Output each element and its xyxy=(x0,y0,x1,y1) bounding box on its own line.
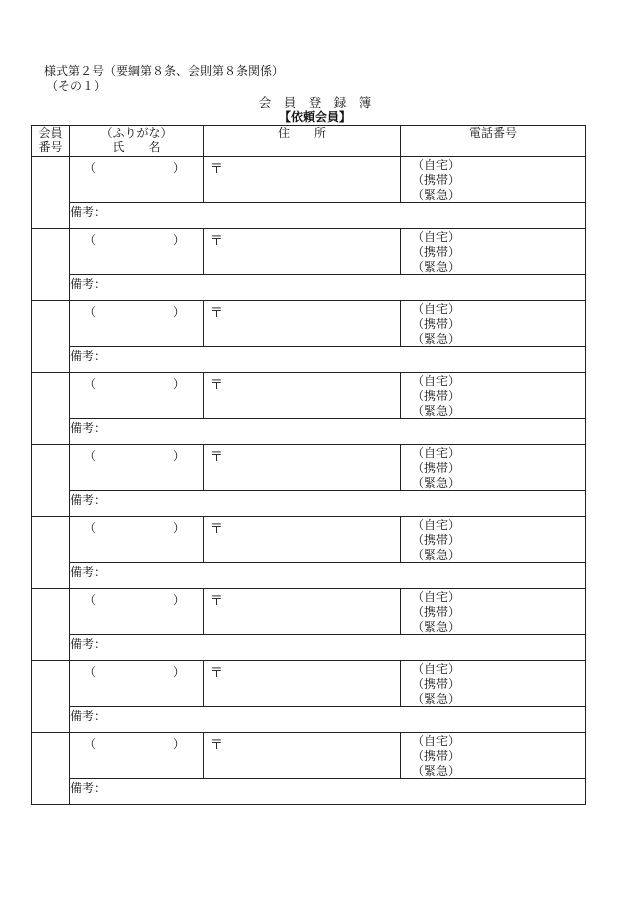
remarks-row xyxy=(32,563,586,589)
paren-close: ） xyxy=(172,161,185,175)
phone-mobile-label: （携帯） xyxy=(412,461,461,475)
phone-cell[interactable] xyxy=(401,733,586,779)
header-address: 住 所 xyxy=(204,126,401,157)
document-subtitle: 【依頼会員】 xyxy=(278,110,351,124)
phone-home-label: （自宅） xyxy=(412,518,461,532)
paren-open: （ xyxy=(84,521,97,535)
phone-home-label: （自宅） xyxy=(412,374,461,388)
remarks-label: 備考： xyxy=(70,349,107,363)
header-name-label: 氏 名 xyxy=(112,140,161,154)
phone-cell[interactable] xyxy=(401,517,586,563)
phone-mobile-label: （携帯） xyxy=(412,245,461,259)
paren-open: （ xyxy=(84,737,97,751)
phone-emergency-label: （緊急） xyxy=(412,404,461,418)
header-row xyxy=(32,126,586,157)
table-body xyxy=(32,157,586,805)
address-cell[interactable] xyxy=(204,517,401,563)
header-furigana: （ふりがな） xyxy=(100,126,173,140)
paren-close: ） xyxy=(172,305,185,319)
phone-home-label: （自宅） xyxy=(412,734,461,748)
name-cell[interactable] xyxy=(70,733,204,779)
remarks-cell[interactable] xyxy=(70,491,586,517)
postal-mark: 〒 xyxy=(210,522,224,537)
member-number-cell[interactable] xyxy=(32,157,70,229)
phone-home-label: （自宅） xyxy=(412,590,461,604)
paren-open: （ xyxy=(84,377,97,391)
phone-cell[interactable] xyxy=(401,589,586,635)
remarks-row xyxy=(32,347,586,373)
phone-mobile-label: （携帯） xyxy=(412,173,461,187)
paren-close: ） xyxy=(172,449,185,463)
postal-mark: 〒 xyxy=(210,306,224,321)
phone-cell[interactable] xyxy=(401,229,586,275)
member-entry-row xyxy=(32,661,586,707)
header-name xyxy=(70,126,204,157)
phone-cell[interactable] xyxy=(401,301,586,347)
remarks-cell[interactable] xyxy=(70,419,586,445)
remarks-label: 備考： xyxy=(70,421,107,435)
paren-close: ） xyxy=(172,377,185,391)
member-entry-row xyxy=(32,733,586,779)
paren-close: ） xyxy=(172,233,185,247)
paren-open: （ xyxy=(84,593,97,607)
name-cell[interactable] xyxy=(70,517,204,563)
phone-mobile-label: （携帯） xyxy=(412,389,461,403)
name-cell[interactable] xyxy=(70,157,204,203)
remarks-cell[interactable] xyxy=(70,707,586,733)
remarks-cell[interactable] xyxy=(70,779,586,805)
paren-close: ） xyxy=(172,593,185,607)
phone-home-label: （自宅） xyxy=(412,302,461,316)
paren-open: （ xyxy=(84,449,97,463)
postal-mark: 〒 xyxy=(210,378,224,393)
form-number-line2: （その１） xyxy=(46,79,107,93)
member-entry-row xyxy=(32,373,586,419)
name-cell[interactable] xyxy=(70,301,204,347)
phone-cell[interactable] xyxy=(401,445,586,491)
member-entry-row xyxy=(32,301,586,347)
header-member-number-line1: 会員 xyxy=(38,126,63,140)
phone-home-label: （自宅） xyxy=(412,446,461,460)
furigana-parentheses xyxy=(84,735,185,752)
address-cell[interactable] xyxy=(204,301,401,347)
phone-emergency-label: （緊急） xyxy=(412,764,461,778)
furigana-parentheses xyxy=(84,663,185,680)
phone-emergency-label: （緊急） xyxy=(412,260,461,274)
remarks-label: 備考： xyxy=(70,781,107,795)
remarks-row xyxy=(32,779,586,805)
remarks-label: 備考： xyxy=(70,637,107,651)
furigana-parentheses xyxy=(84,375,185,392)
remarks-label: 備考： xyxy=(70,493,107,507)
remarks-row xyxy=(32,275,586,301)
member-number-cell[interactable] xyxy=(32,517,70,589)
address-cell[interactable] xyxy=(204,445,401,491)
phone-labels xyxy=(412,662,460,707)
remarks-cell[interactable] xyxy=(70,347,586,373)
phone-labels xyxy=(412,302,460,347)
remarks-row xyxy=(32,635,586,661)
remarks-label: 備考： xyxy=(70,277,107,291)
furigana-parentheses xyxy=(84,591,185,608)
name-cell[interactable] xyxy=(70,661,204,707)
remarks-cell[interactable] xyxy=(70,563,586,589)
member-number-cell[interactable] xyxy=(32,373,70,445)
address-cell[interactable] xyxy=(204,373,401,419)
phone-emergency-label: （緊急） xyxy=(412,332,461,346)
phone-labels xyxy=(412,518,460,563)
phone-labels xyxy=(412,446,460,491)
name-cell[interactable] xyxy=(70,445,204,491)
furigana-parentheses xyxy=(84,519,185,536)
document-title: 会 員 登 録 簿 xyxy=(258,95,372,110)
postal-mark: 〒 xyxy=(210,162,224,177)
member-registry-table xyxy=(31,125,586,805)
phone-labels xyxy=(412,374,460,419)
form-number-label xyxy=(44,64,284,94)
phone-mobile-label: （携帯） xyxy=(412,317,461,331)
phone-cell[interactable] xyxy=(401,373,586,419)
member-number-cell[interactable] xyxy=(32,229,70,301)
remarks-cell[interactable] xyxy=(70,635,586,661)
paren-open: （ xyxy=(84,665,97,679)
name-cell[interactable] xyxy=(70,373,204,419)
postal-mark: 〒 xyxy=(210,594,224,609)
phone-cell[interactable] xyxy=(401,661,586,707)
header-member-number xyxy=(32,126,70,157)
address-cell[interactable] xyxy=(204,589,401,635)
remarks-label: 備考： xyxy=(70,565,107,579)
paren-open: （ xyxy=(84,305,97,319)
header-phone: 電話番号 xyxy=(401,126,586,157)
remarks-row xyxy=(32,419,586,445)
paren-open: （ xyxy=(84,233,97,247)
name-cell[interactable] xyxy=(70,589,204,635)
address-cell[interactable] xyxy=(204,157,401,203)
postal-mark: 〒 xyxy=(210,738,224,753)
phone-cell[interactable] xyxy=(401,157,586,203)
member-number-cell[interactable] xyxy=(32,589,70,661)
paren-close: ） xyxy=(172,521,185,535)
member-number-cell[interactable] xyxy=(32,445,70,517)
phone-mobile-label: （携帯） xyxy=(412,749,461,763)
address-cell[interactable] xyxy=(204,733,401,779)
form-number-line1: 様式第２号（要綱第８条、会則第８条関係） xyxy=(44,64,285,78)
phone-emergency-label: （緊急） xyxy=(412,188,461,202)
paren-close: ） xyxy=(172,737,185,751)
phone-labels xyxy=(412,230,460,275)
remarks-label: 備考： xyxy=(70,709,107,723)
member-number-cell[interactable] xyxy=(32,301,70,373)
member-entry-row xyxy=(32,445,586,491)
furigana-parentheses xyxy=(84,447,185,464)
paren-close: ） xyxy=(172,665,185,679)
member-number-cell[interactable] xyxy=(32,661,70,733)
remarks-row xyxy=(32,203,586,229)
phone-labels xyxy=(412,590,460,635)
remarks-label: 備考： xyxy=(70,205,107,219)
phone-mobile-label: （携帯） xyxy=(412,605,461,619)
remarks-cell[interactable] xyxy=(70,203,586,229)
member-entry-row xyxy=(32,157,586,203)
member-entry-row xyxy=(32,229,586,275)
postal-mark: 〒 xyxy=(210,666,224,681)
furigana-parentheses xyxy=(84,159,185,176)
phone-mobile-label: （携帯） xyxy=(412,533,461,547)
member-entry-row xyxy=(32,517,586,563)
furigana-parentheses xyxy=(84,231,185,248)
furigana-parentheses xyxy=(84,303,185,320)
phone-emergency-label: （緊急） xyxy=(412,692,461,706)
phone-emergency-label: （緊急） xyxy=(412,548,461,562)
phone-home-label: （自宅） xyxy=(412,158,461,172)
header-member-number-line2: 番号 xyxy=(38,140,63,154)
phone-home-label: （自宅） xyxy=(412,230,461,244)
address-cell[interactable] xyxy=(204,661,401,707)
remarks-row xyxy=(32,491,586,517)
member-number-cell[interactable] xyxy=(32,733,70,805)
postal-mark: 〒 xyxy=(210,234,224,249)
phone-emergency-label: （緊急） xyxy=(412,476,461,490)
phone-mobile-label: （携帯） xyxy=(412,677,461,691)
phone-home-label: （自宅） xyxy=(412,662,461,676)
phone-labels xyxy=(412,158,460,203)
address-cell[interactable] xyxy=(204,229,401,275)
name-cell[interactable] xyxy=(70,229,204,275)
phone-emergency-label: （緊急） xyxy=(412,620,461,634)
member-entry-row xyxy=(32,589,586,635)
phone-labels xyxy=(412,734,460,779)
remarks-cell[interactable] xyxy=(70,275,586,301)
postal-mark: 〒 xyxy=(210,450,224,465)
paren-open: （ xyxy=(84,161,97,175)
remarks-row xyxy=(32,707,586,733)
